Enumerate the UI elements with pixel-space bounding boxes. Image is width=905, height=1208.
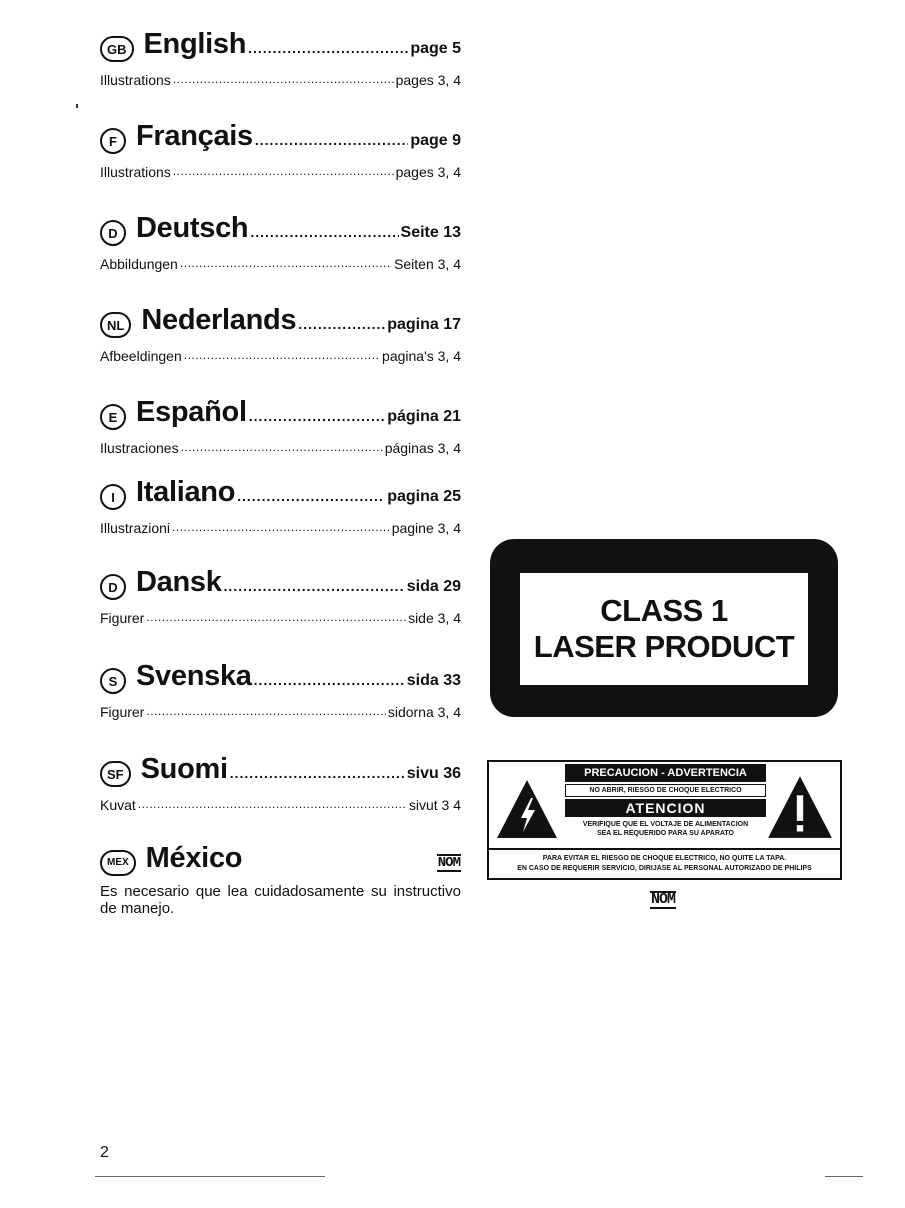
nom-logo: NOM <box>437 855 460 871</box>
toc-entry-francais <box>100 120 461 180</box>
language-title: Español <box>136 396 247 428</box>
page-ref: Seite 13 <box>400 224 461 241</box>
page-ref: pagina 17 <box>387 316 461 333</box>
sub-label: Illustrations <box>100 164 171 180</box>
language-badge: D <box>100 574 126 600</box>
warning-attention: ATENCION <box>565 799 766 817</box>
language-badge: E <box>100 404 126 430</box>
toc-entry-deutsch <box>100 212 461 272</box>
language-badge: NL <box>100 312 131 338</box>
page-ref: sivu 36 <box>406 765 461 782</box>
language-title: Nederlands <box>141 304 297 336</box>
page-ref: sida 29 <box>406 578 461 595</box>
language-title: Dansk <box>136 566 222 598</box>
page-ref: página 21 <box>387 408 461 425</box>
stray-mark <box>76 104 78 108</box>
language-title: Italiano <box>136 476 236 508</box>
toc-entry-mexico <box>100 842 461 884</box>
language-title: México <box>145 842 243 874</box>
toc-entry-dansk <box>100 566 461 626</box>
warning-line-1: NO ABRIR, RIESGO DE CHOQUE ELECTRICO <box>565 784 766 797</box>
laser-class-line: CLASS 1 <box>600 593 728 628</box>
page-ref: page 9 <box>410 132 461 149</box>
sub-label: Kuvat <box>100 797 136 813</box>
warning-triangle-right-icon <box>766 772 834 840</box>
sub-label: Afbeeldingen <box>100 348 182 364</box>
sub-page-ref: sivut 3 4 <box>408 797 461 813</box>
sub-page-ref: pages 3, 4 <box>395 164 461 180</box>
sub-label: Figurer <box>100 704 145 720</box>
sub-page-ref: Seiten 3, 4 <box>394 256 461 272</box>
warning-center-block <box>565 764 766 838</box>
scan-artifact-line <box>825 1176 863 1177</box>
language-title: Svenska <box>136 660 252 692</box>
warning-triangle-left-icon <box>495 776 559 840</box>
language-badge: SF <box>100 761 131 787</box>
warning-title: PRECAUCION - ADVERTENCIA <box>565 764 766 782</box>
warning-line-2: VERIFIQUE QUE EL VOLTAJE DE ALIMENTACION <box>582 821 749 828</box>
language-badge: GB <box>100 36 134 62</box>
language-badge: F <box>100 128 126 154</box>
toc-entry-nederlands <box>100 304 461 364</box>
language-title: English <box>143 28 247 60</box>
warning-line-3: SEA EL REQUERIDO PARA SU APARATO <box>596 830 735 837</box>
sub-label: Figurer <box>100 610 145 626</box>
language-badge: D <box>100 220 126 246</box>
sub-page-ref: pagina's 3, 4 <box>382 348 461 364</box>
language-badge: MEX <box>100 850 136 876</box>
nom-logo-right: NOM <box>651 891 676 908</box>
toc-entry-english <box>100 28 461 88</box>
sub-page-ref: pagine 3, 4 <box>391 520 461 536</box>
warning-bottom-line-1: PARA EVITAR EL RIESGO DE CHOQUE ELECTRICO, NO QUITE LA TAPA. <box>542 855 787 862</box>
language-title: Français <box>136 120 253 152</box>
language-title: Suomi <box>140 753 228 785</box>
electric-warning-label <box>487 760 842 880</box>
warning-bottom-line-2: EN CASO DE REQUERIR SERVICIO, DIRIJASE AL PERSONAL AUTORIZADO DE PHILIPS <box>517 865 812 872</box>
sub-label: Illustrazioni <box>100 520 171 536</box>
language-title: Deutsch <box>136 212 249 244</box>
scan-artifact-line <box>95 1176 325 1177</box>
page-ref: page 5 <box>410 40 461 57</box>
page-ref: sida 33 <box>406 672 461 689</box>
sub-label: Abbildungen <box>100 256 178 272</box>
laser-class-label <box>490 539 838 717</box>
sub-page-ref: pages 3, 4 <box>395 72 461 88</box>
sub-page-ref: páginas 3, 4 <box>384 440 461 456</box>
page-number: 2 <box>100 1144 109 1161</box>
language-badge: S <box>100 668 126 694</box>
warning-bottom-text <box>489 848 840 878</box>
sub-label: Illustrations <box>100 72 171 88</box>
sub-page-ref: side 3, 4 <box>408 610 461 626</box>
toc-entry-suomi <box>100 753 461 813</box>
toc-entry-espanol <box>100 396 461 456</box>
mexico-instruction-text: Es necesario que lea cuidadosamente su instructivo de manejo. <box>100 883 461 917</box>
page-ref: pagina 25 <box>387 488 461 505</box>
sub-label: Ilustraciones <box>100 440 179 456</box>
laser-product-line: LASER PRODUCT <box>533 629 795 664</box>
toc-entry-italiano <box>100 476 461 536</box>
language-badge: I <box>100 484 126 510</box>
toc-entry-svenska <box>100 660 461 720</box>
sub-page-ref: sidorna 3, 4 <box>387 704 461 720</box>
